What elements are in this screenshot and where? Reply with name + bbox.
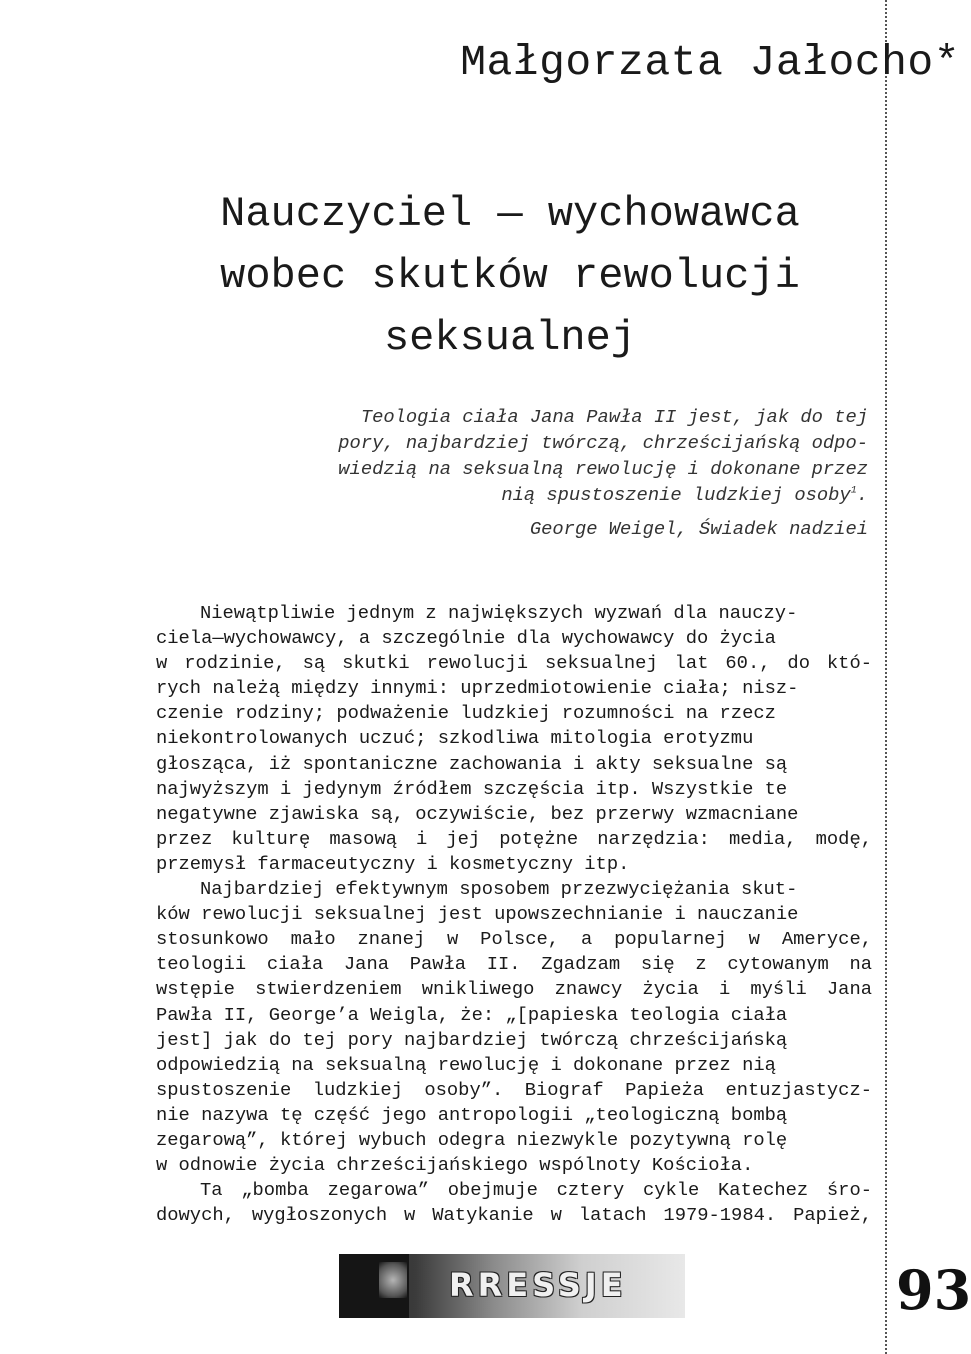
epigraph-line: wiedzią na seksualną rewolucję i dokonane przez: [338, 458, 868, 480]
margin-dotted-rule: [885, 0, 887, 1354]
body-line: przez kulturę masową i jej potężne narzędzia: media, modę,: [156, 827, 872, 850]
article-title: [140, 183, 880, 369]
title-line: wobec skutków rewolucji: [220, 252, 800, 300]
body-line: najwyższym i jedynym źródłem szczęścia itp. Wszystkie te: [156, 777, 788, 800]
journal-logo: [339, 1254, 685, 1318]
author-name: Małgorzata Jałocho*: [460, 38, 960, 87]
epigraph-source: George Weigel, Świadek nadziei: [529, 518, 868, 540]
body-line: nie nazywa tę część jego antropologii „teologiczną bombą: [156, 1103, 788, 1126]
body-line: Pawła II, George’a Weigla, że: „[papieska teologia ciała: [156, 1003, 788, 1026]
footnote-mark[interactable]: 1: [850, 485, 857, 497]
body-line: jest] jak do tej pory najbardziej twórczą chrześcijańską: [156, 1028, 788, 1051]
body-line: wstępie stwierdzeniem wnikliwego znawcy życia i myśli Jana: [156, 978, 872, 1001]
epigraph-end-punct: .: [856, 484, 868, 506]
epigraph-line: pory, najbardziej twórczą, chrześcijańską odpo-: [338, 432, 868, 454]
body-line: rych należą między innymi: uprzedmiotowienie ciała; nisz-: [156, 677, 799, 700]
body-line: ków rewolucji seksualnej jest upowszechnianie i nauczanie: [156, 903, 799, 926]
body-line: ciela—wychowawcy, a szczególnie dla wychowawcy do życia: [156, 627, 776, 650]
body-line: w odnowie życia chrześcijańskiego wspólnoty Kościoła.: [156, 1154, 754, 1177]
journal-logo-text: RRESSJE: [449, 1266, 627, 1304]
body-line: Ta „bomba zegarowa” obejmuje cztery cykle Katechez śro-: [200, 1179, 872, 1202]
article-body: [156, 601, 872, 1228]
body-line: w rodzinie, są skutki rewolucji seksualnej lat 60., do któ-: [156, 652, 872, 675]
body-line: głosząca, iż spontaniczne zachowania i akty seksualne są: [156, 752, 788, 775]
body-line: przemysł farmaceutyczny i kosmetyczny itp.: [156, 852, 630, 875]
epigraph-line: Teologia ciała Jana Pawła II jest, jak do tej: [360, 406, 868, 428]
body-line: czenie rodziny; podważenie ludzkiej rozumności na rzecz: [156, 702, 776, 725]
epigraph-line: [248, 482, 868, 508]
title-line: Nauczyciel — wychowawca: [220, 190, 800, 238]
body-line: stosunkowo mało znanej w Polsce, a popularnej w Ameryce,: [156, 928, 872, 951]
body-line: teologii ciała Jana Pawła II. Zgadzam się z cytowanym na: [156, 953, 872, 976]
page-number: 93: [896, 1258, 971, 1322]
title-line: seksualnej: [383, 314, 637, 362]
body-line: Najbardziej efektywnym sposobem przezwyciężania skut-: [200, 878, 798, 901]
epigraph: [248, 404, 868, 508]
body-line: zegarową”, której wybuch odegra niezwykle pozytywną rolę: [156, 1128, 788, 1151]
body-line: dowych, wygłoszonych w Watykanie w latach 1979-1984. Papież,: [156, 1204, 872, 1227]
body-line: spustoszenie ludzkiej osoby”. Biograf Papieża entuzjastycz-: [156, 1078, 872, 1101]
logo-photo-patch: [379, 1262, 407, 1298]
epigraph-line-text: nią spustoszenie ludzkiej osoby: [501, 484, 851, 506]
body-line: Niewątpliwie jednym z największych wyzwań dla nauczy-: [200, 602, 798, 624]
body-line: odpowiedzią na seksualną rewolucję i dokonane przez nią: [156, 1053, 776, 1076]
body-line: negatywne zjawiska są, oczywiście, bez przerwy wzmacniane: [156, 802, 799, 825]
body-line: niekontrolowanych uczuć; szkodliwa mitologia erotyzmu: [156, 727, 754, 750]
